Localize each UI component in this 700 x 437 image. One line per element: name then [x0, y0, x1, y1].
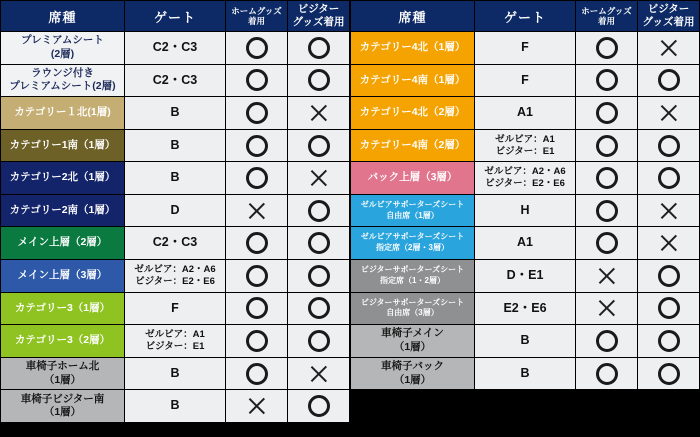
seat-name-text: プレミアムシート: [21, 34, 104, 47]
seat-name-cell: [351, 260, 475, 293]
visitor-goods-cell: [288, 260, 349, 293]
cross-symbol: [658, 200, 680, 222]
gate-cell: [475, 162, 576, 195]
visitor-goods-cell: [288, 32, 349, 65]
seat-name-text: プレミアムシート(2層): [9, 80, 116, 93]
table-row: [1, 293, 349, 326]
circle-symbol: [246, 69, 268, 91]
seat-name-text: カテゴリー4南（2層）: [359, 138, 466, 151]
home-goods-cell: [226, 260, 288, 293]
home-goods-cell: [226, 130, 288, 163]
home-goods-header-label: 着用: [247, 16, 265, 26]
circle-symbol: [596, 102, 618, 124]
gate-header: [475, 1, 576, 32]
seat-name-text: カテゴリー4南（1層）: [359, 73, 466, 86]
seat-type-header: [1, 1, 125, 32]
home-goods-cell: [226, 32, 288, 65]
circle-symbol: [658, 265, 680, 287]
gate-cell: [125, 32, 226, 65]
seat-name-cell: [351, 97, 475, 130]
visitor-goods-cell: [638, 195, 699, 228]
seat-name-cell: [1, 65, 125, 98]
gate-cell: [475, 260, 576, 293]
table-row: [1, 227, 349, 260]
seat-name-cell: [351, 325, 475, 358]
gate-cell: [475, 358, 576, 391]
gate-header-label: ゲート: [503, 9, 546, 25]
home-goods-cell: [576, 32, 638, 65]
gate-cell: [475, 97, 576, 130]
circle-symbol: [246, 135, 268, 157]
seat-name-text: （1層）: [393, 373, 432, 386]
home-goods-cell: [226, 97, 288, 130]
gate-text: ゼルビア：A2・A6: [484, 166, 566, 178]
circle-symbol: [596, 69, 618, 91]
cross-symbol: [596, 265, 618, 287]
seat-name-text: 車椅子バック: [381, 359, 444, 372]
visitor-goods-cell: [638, 358, 699, 391]
seat-name-cell: [1, 97, 125, 130]
visitor-goods-cell: [638, 130, 699, 163]
cross-symbol: [596, 297, 618, 319]
table-row: [1, 130, 349, 163]
visitor-goods-header: [638, 1, 699, 32]
seat-name-text: バック上層（3層）: [367, 171, 458, 184]
gate-text: C2・C3: [152, 235, 198, 250]
seat-name-text: 自由席（1層）: [386, 210, 439, 220]
seat-name-text: ビジターサポーターズシート: [360, 265, 465, 275]
gate-text: A1: [517, 235, 533, 250]
seat-table-left: [0, 0, 350, 424]
seat-name-cell: [1, 32, 125, 65]
seat-name-cell: [351, 293, 475, 326]
table-row: [351, 97, 699, 130]
visitor-goods-cell: [638, 32, 699, 65]
seat-name-text: カテゴリー2南（1層）: [9, 203, 116, 216]
home-goods-header-label: ホームグッズ: [581, 5, 632, 16]
visitor-goods-cell: [288, 130, 349, 163]
seat-name-text: 車椅子メイン: [381, 327, 444, 340]
table-row: [351, 325, 699, 358]
visitor-goods-header-label: グッズ着用: [642, 16, 695, 28]
cross-symbol: [246, 200, 268, 222]
home-goods-cell: [576, 195, 638, 228]
circle-symbol: [658, 297, 680, 319]
table-row: [1, 32, 349, 65]
seat-name-text: カテゴリー4北（2層）: [359, 106, 466, 119]
visitor-goods-cell: [288, 97, 349, 130]
visitor-goods-cell: [638, 65, 699, 98]
circle-symbol: [596, 200, 618, 222]
visitor-goods-cell: [638, 97, 699, 130]
circle-symbol: [308, 297, 330, 319]
header-row: [1, 1, 349, 32]
home-goods-cell: [576, 260, 638, 293]
gate-text: F: [521, 72, 529, 87]
circle-symbol: [596, 232, 618, 254]
seat-name-text: メイン上層（3層）: [17, 269, 108, 282]
home-goods-cell: [226, 195, 288, 228]
visitor-goods-cell: [288, 390, 349, 423]
cross-symbol: [308, 167, 330, 189]
seat-table-right: [350, 0, 700, 391]
gate-cell: [125, 358, 226, 391]
seat-name-text: 車椅子ホーム北: [25, 359, 100, 372]
table-row: [1, 325, 349, 358]
circle-symbol: [308, 69, 330, 91]
circle-symbol: [308, 395, 330, 417]
gate-cell: [475, 32, 576, 65]
home-goods-cell: [576, 293, 638, 326]
seat-name-text: （1層）: [43, 373, 82, 386]
cross-symbol: [658, 37, 680, 59]
circle-symbol: [246, 167, 268, 189]
gate-cell: [475, 130, 576, 163]
home-goods-cell: [576, 97, 638, 130]
seat-name-text: 車椅子ビジター南: [20, 392, 105, 405]
seat-name-text: カテゴリー3（2層）: [14, 334, 111, 347]
gate-cell: [475, 195, 576, 228]
visitor-goods-header-label: ビジター: [647, 2, 690, 15]
seat-name-text: ゼルビアサポーターズシート: [360, 199, 465, 209]
gate-cell: [125, 260, 226, 293]
circle-symbol: [596, 167, 618, 189]
circle-symbol: [308, 135, 330, 157]
visitor-goods-cell: [638, 325, 699, 358]
table-row: [351, 130, 699, 163]
header-row: [351, 1, 699, 32]
circle-symbol: [246, 297, 268, 319]
circle-symbol: [308, 330, 330, 352]
circle-symbol: [658, 69, 680, 91]
table-row: [1, 162, 349, 195]
gate-text: B: [170, 398, 180, 413]
home-goods-cell: [226, 162, 288, 195]
circle-symbol: [308, 200, 330, 222]
seat-name-cell: [351, 358, 475, 391]
gate-text: B: [170, 170, 180, 185]
home-goods-header: [226, 1, 288, 32]
gate-text: F: [171, 300, 179, 315]
table-row: [351, 260, 699, 293]
circle-symbol: [658, 330, 680, 352]
home-goods-header-label: 着用: [597, 16, 615, 26]
seat-name-cell: [1, 162, 125, 195]
gate-text: ゼルビア：A1: [145, 329, 205, 341]
gate-text: ビジター：E2・E6: [135, 275, 215, 287]
table-row: [351, 293, 699, 326]
visitor-goods-header-label: ビジター: [297, 2, 340, 15]
seat-name-text: 指定席（1・2層）: [380, 275, 445, 285]
table-row: [1, 260, 349, 293]
seat-name-text: メイン上層（2層）: [17, 236, 108, 249]
gate-cell: [125, 227, 226, 260]
table-row: [351, 65, 699, 98]
circle-symbol: [246, 265, 268, 287]
gate-text: C2・C3: [152, 72, 198, 87]
seat-name-cell: [351, 162, 475, 195]
circle-symbol: [246, 232, 268, 254]
visitor-goods-cell: [638, 260, 699, 293]
gate-text: C2・C3: [152, 39, 198, 54]
seat-name-cell: [1, 358, 125, 391]
circle-symbol: [308, 265, 330, 287]
home-goods-cell: [576, 227, 638, 260]
gate-cell: [475, 293, 576, 326]
seat-name-text: 指定席（2層・3層）: [376, 243, 449, 253]
seat-name-cell: [1, 260, 125, 293]
home-goods-cell: [226, 65, 288, 98]
seat-type-header: [351, 1, 475, 32]
gate-text: B: [170, 105, 180, 120]
circle-symbol: [658, 167, 680, 189]
seat-name-cell: [1, 325, 125, 358]
gate-text: H: [520, 202, 530, 217]
gate-cell: [125, 97, 226, 130]
gate-text: B: [170, 365, 180, 380]
home-goods-cell: [576, 358, 638, 391]
table-row: [351, 162, 699, 195]
seat-name-cell: [351, 65, 475, 98]
gate-cell: [475, 65, 576, 98]
seat-name-cell: [351, 32, 475, 65]
table-row: [351, 195, 699, 228]
gate-cell: [125, 130, 226, 163]
circle-symbol: [596, 135, 618, 157]
circle-symbol: [658, 363, 680, 385]
table-row: [351, 227, 699, 260]
circle-symbol: [246, 330, 268, 352]
gate-cell: [125, 65, 226, 98]
gate-text: D: [170, 202, 180, 217]
seat-name-text: ゼルビアサポーターズシート: [360, 232, 465, 242]
seat-name-cell: [1, 390, 125, 423]
seat-name-text: カテゴリー3（1層）: [14, 301, 111, 314]
gate-cell: [125, 293, 226, 326]
home-goods-cell: [226, 227, 288, 260]
home-goods-cell: [226, 358, 288, 391]
gate-cell: [475, 325, 576, 358]
gate-text: D・E1: [506, 268, 544, 283]
seat-name-cell: [351, 227, 475, 260]
circle-symbol: [246, 102, 268, 124]
seat-type-header-label: 席種: [398, 9, 427, 25]
home-goods-cell: [576, 65, 638, 98]
home-goods-cell: [576, 130, 638, 163]
circle-symbol: [596, 363, 618, 385]
circle-symbol: [246, 363, 268, 385]
gate-text: ビジター：E1: [495, 145, 555, 157]
seat-name-text: カテゴリー4北（1層）: [359, 40, 466, 53]
table-row: [1, 65, 349, 98]
home-goods-header-label: ホームグッズ: [231, 5, 282, 16]
seat-name-text: カテゴリー2北（1層）: [9, 171, 116, 184]
circle-symbol: [246, 37, 268, 59]
seat-name-text: カテゴリー1南（1層）: [9, 138, 116, 151]
home-goods-cell: [226, 293, 288, 326]
cross-symbol: [308, 363, 330, 385]
seat-name-cell: [1, 227, 125, 260]
visitor-goods-header-label: グッズ着用: [292, 16, 345, 28]
cross-symbol: [246, 395, 268, 417]
gate-text: ゼルビア：A2・A6: [134, 263, 216, 275]
gate-cell: [125, 390, 226, 423]
gate-text: ビジター：E2・E6: [485, 178, 565, 190]
visitor-goods-cell: [288, 162, 349, 195]
gate-text: ゼルビア：A1: [495, 133, 555, 145]
table-row: [1, 97, 349, 130]
gate-text: F: [521, 39, 529, 54]
table-row: [1, 390, 349, 423]
gate-text: E2・E6: [503, 300, 547, 315]
circle-symbol: [308, 232, 330, 254]
visitor-goods-cell: [288, 227, 349, 260]
visitor-goods-cell: [288, 358, 349, 391]
seat-name-text: カテゴリー１北(1層): [14, 106, 111, 119]
circle-symbol: [308, 37, 330, 59]
gate-cell: [125, 195, 226, 228]
seat-name-cell: [351, 130, 475, 163]
table-row: [1, 195, 349, 228]
seat-name-cell: [351, 195, 475, 228]
visitor-goods-cell: [288, 325, 349, 358]
seat-name-text: ラウンジ付き: [31, 66, 94, 79]
gate-cell: [125, 325, 226, 358]
visitor-goods-cell: [288, 195, 349, 228]
table-row: [351, 32, 699, 65]
home-goods-cell: [226, 390, 288, 423]
visitor-goods-cell: [638, 293, 699, 326]
cross-symbol: [658, 232, 680, 254]
seat-name-text: 自由席（3層）: [386, 308, 439, 318]
gate-text: B: [170, 137, 180, 152]
gate-header: [125, 1, 226, 32]
home-goods-cell: [576, 162, 638, 195]
gate-text: B: [520, 365, 530, 380]
gate-text: ビジター：E1: [145, 340, 205, 352]
home-goods-header: [576, 1, 638, 32]
gate-cell: [125, 162, 226, 195]
table-row: [351, 358, 699, 391]
seat-name-cell: [1, 293, 125, 326]
circle-symbol: [596, 330, 618, 352]
seat-name-text: (2層): [50, 47, 75, 60]
table-row: [1, 358, 349, 391]
gate-cell: [475, 227, 576, 260]
seat-name-cell: [1, 195, 125, 228]
visitor-goods-cell: [638, 162, 699, 195]
visitor-goods-cell: [638, 227, 699, 260]
seat-name-text: （1層）: [393, 340, 432, 353]
seat-name-text: ビジターサポーターズシート: [360, 297, 465, 307]
home-goods-cell: [226, 325, 288, 358]
visitor-goods-cell: [288, 293, 349, 326]
visitor-goods-header: [288, 1, 349, 32]
seat-name-cell: [1, 130, 125, 163]
seat-type-header-label: 席種: [48, 9, 77, 25]
circle-symbol: [596, 37, 618, 59]
cross-symbol: [658, 102, 680, 124]
home-goods-cell: [576, 325, 638, 358]
gate-header-label: ゲート: [153, 9, 196, 25]
circle-symbol: [658, 135, 680, 157]
cross-symbol: [308, 102, 330, 124]
gate-text: B: [520, 333, 530, 348]
visitor-goods-cell: [288, 65, 349, 98]
gate-text: A1: [517, 105, 533, 120]
seat-name-text: （1層）: [43, 406, 82, 419]
